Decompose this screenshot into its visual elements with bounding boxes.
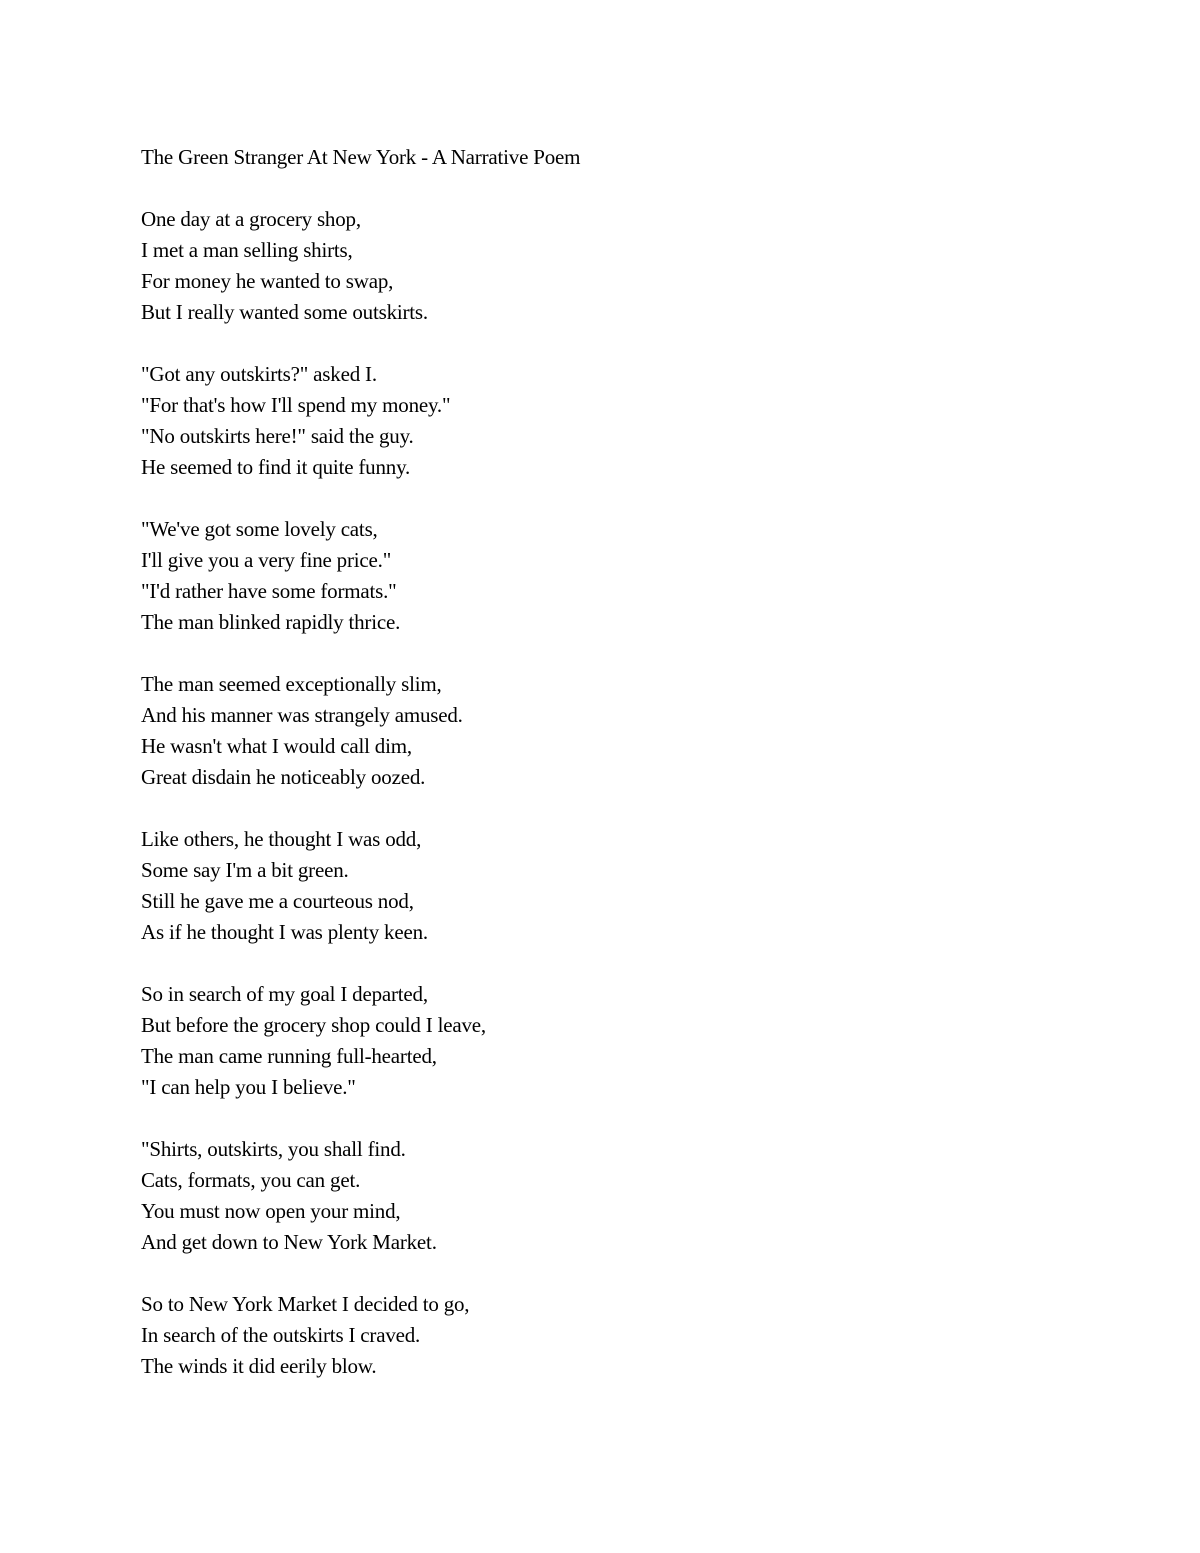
poem-line: And his manner was strangely amused.	[141, 703, 463, 727]
poem-line: The man seemed exceptionally slim,	[141, 672, 442, 696]
poem-line: One day at a grocery shop,	[141, 207, 361, 231]
stanza-5	[141, 824, 1041, 948]
poem-line: I'll give you a very fine price."	[141, 548, 392, 572]
poem-line: "Shirts, outskirts, you shall find.	[141, 1137, 406, 1161]
poem-body	[141, 142, 1041, 1413]
stanza-7	[141, 1134, 1041, 1258]
stanza-4	[141, 669, 1041, 793]
poem-line: For money he wanted to swap,	[141, 269, 394, 293]
stanza-6	[141, 979, 1041, 1103]
poem-line: Still he gave me a courteous nod,	[141, 889, 414, 913]
poem-line: "I can help you I believe."	[141, 1075, 356, 1099]
stanza-8	[141, 1289, 1041, 1382]
poem-line: The man came running full-hearted,	[141, 1044, 437, 1068]
poem-line: "We've got some lovely cats,	[141, 517, 378, 541]
poem-line: So in search of my goal I departed,	[141, 982, 428, 1006]
poem-line: In search of the outskirts I craved.	[141, 1323, 421, 1347]
stanza-1	[141, 204, 1041, 328]
poem-line: Great disdain he noticeably oozed.	[141, 765, 426, 789]
poem-line: He seemed to find it quite funny.	[141, 455, 411, 479]
poem-line: And get down to New York Market.	[141, 1230, 437, 1254]
stanza-2	[141, 359, 1041, 483]
poem-line: Some say I'm a bit green.	[141, 858, 349, 882]
poem-line: But I really wanted some outskirts.	[141, 300, 428, 324]
poem-line: "No outskirts here!" said the guy.	[141, 424, 414, 448]
poem-line: "Got any outskirts?" asked I.	[141, 362, 377, 386]
poem-line: "For that's how I'll spend my money."	[141, 393, 451, 417]
poem-line: But before the grocery shop could I leave,	[141, 1013, 486, 1037]
poem-line: The man blinked rapidly thrice.	[141, 610, 401, 634]
stanza-3	[141, 514, 1041, 638]
poem-line: "I'd rather have some formats."	[141, 579, 397, 603]
poem-line: So to New York Market I decided to go,	[141, 1292, 470, 1316]
poem-line: I met a man selling shirts,	[141, 238, 353, 262]
poem-line: Cats, formats, you can get.	[141, 1168, 361, 1192]
poem-line: He wasn't what I would call dim,	[141, 734, 412, 758]
poem-title: The Green Stranger At New York - A Narrative Poem	[141, 145, 581, 169]
poem-line: The winds it did eerily blow.	[141, 1354, 377, 1378]
poem-line: Like others, he thought I was odd,	[141, 827, 422, 851]
poem-line: As if he thought I was plenty keen.	[141, 920, 428, 944]
poem-line: You must now open your mind,	[141, 1199, 401, 1223]
